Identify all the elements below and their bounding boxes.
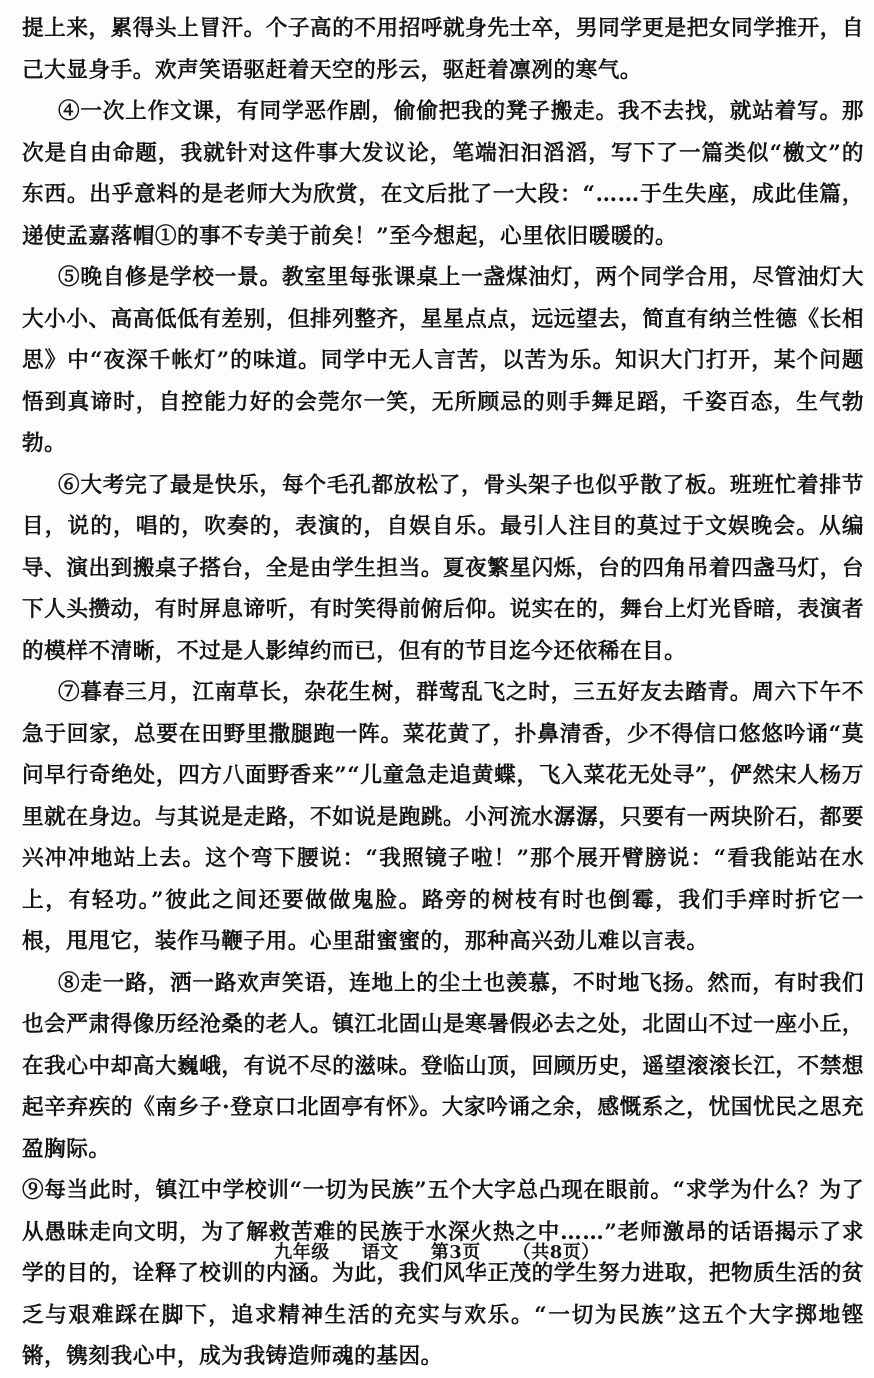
paragraph-9: ⑨每当此时，镇江中学校训“一切为民族”五个大字总凸现在眼前。“求学为什么？为了从愚昧走向文明，为了解救苦难的民族于水深火热之中……”老师激昂的话语揭示了求学的目的，诠释了校训的内涵。为此，我们风华正茂的学生努力进取，把物质生活的贫乏与艰难踩在脚下，追求精神生活的充实与欢乐。“一切为民族”这五个大字掷地铿锵，镌刻我心中，成为我铸造师魂的基因。 xyxy=(22,1178,864,1369)
page-footer xyxy=(0,1236,874,1266)
footer-subject: 语文 xyxy=(361,1242,399,1263)
paragraph-6: ⑥大考完了最是快乐，每个毛孔都放松了，骨头架子也似乎散了板。班班忙着排节目，说的，唱的，吹奏的，表演的，自娱自乐。最引人注目的莫过于文娱晚会。从编导、演出到搬桌子搭台，全是由学生担当。夏夜繁星闪烁，台的四角吊着四盏马灯，台下人头攒动，有时屏息谛听，有时笑得前俯后仰。说实在的，舞台上灯光昏暗，表演者的模样不清晰，不过是人影绰约而已，但有的节目迄今还依稀在目。 xyxy=(22,472,864,664)
paragraph-4: ④一次上作文课，有同学恶作剧，偷偷把我的凳子搬走。我不去找，就站着写。那次是自由命题，我就针对这件事大发议论，笔端汩汩滔滔，写下了一篇类似“檄文”的东西。出乎意料的是老师大为欣赏，在文后批了一大段：“……于生失座，成此佳篇，递使孟嘉落帽①的事不专美于前矣！”至今想起，心里依旧暖暖的。 xyxy=(22,99,864,249)
footer-page-number: 第3页 xyxy=(430,1242,481,1263)
paragraph-7: ⑦暮春三月，江南草长，杂花生树，群莺乱飞之时，三五好友去踏青。周六下午不急于回家，总要在田野里撒腿跑一阵。菜花黄了，扑鼻清香，少不得信口悠悠吟诵“莫问早行奇绝处，四方八面野香来”“儿童急走追黄蝶，飞入菜花无处寻”，俨然宋人杨万里就在身边。与其说是走路，不如说是跑跳。小河流水潺潺，只要有一两块阶石，都要兴冲冲地站上去。这个弯下腰说：“我照镜子啦！”那个展开臂膀说：“看我能站在水上，有轻功。”彼此之间还要做做鬼脸。路旁的树枝有时也倒霉，我们手痒时折它一根，甩甩它，装作马鞭子用。心里甜蜜蜜的，那种高兴劲儿难以言表。 xyxy=(22,680,864,954)
passage-body xyxy=(22,8,864,1378)
paragraph-8: ⑧走一路，洒一路欢声笑语，连地上的尘土也羡慕，不时地飞扬。然而，有时我们也会严肃得像历经沧桑的老人。镇江北固山是寒暑假必去之处，北固山不过一座小丘，在我心中却高大巍峨，有说不尽的滋味。登临山顶，回顾历史，遥望滚滚长江，不禁想起辛弃疾的《南乡子·登京口北固亭有怀》。大家吟诵之余，感慨系之，忧国忧民之思充盈胸际。 xyxy=(22,970,864,1162)
paragraph-5: ⑤晚自修是学校一景。教室里每张课桌上一盏煤油灯，两个同学合用，尽管油灯大大小小、高高低低有差别，但排列整齐，星星点点，远远望去，简直有纳兰性德《长相思》中“夜深千帐灯”的味道。同学中无人言苦，以苦为乐。知识大门打开，某个问题悟到真谛时，自控能力好的会莞尔一笑，无所顾忌的则手舞足蹈，千姿百态，生气勃勃。 xyxy=(22,265,864,456)
paragraph-continued: 提上来，累得头上冒汗。个子高的不用招呼就身先士卒，男同学更是把女同学推开，自己大显身手。欢声笑语驱赶着天空的彤云，驱赶着凛冽的寒气。 xyxy=(22,16,864,83)
footer-grade: 九年级 xyxy=(274,1242,330,1263)
footer-total-pages: （共8页） xyxy=(512,1242,600,1263)
